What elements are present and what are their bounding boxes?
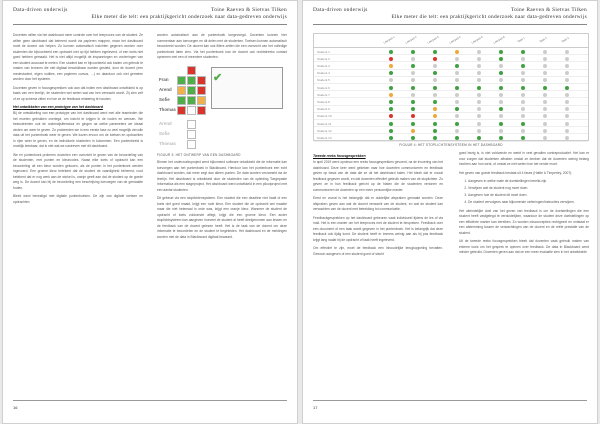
status-dot (389, 50, 393, 54)
header-divider (313, 24, 587, 25)
section-heading: Het ontwikkelen van een prototype van het dashboard (13, 105, 103, 109)
feedback-phase-list (468, 179, 589, 206)
table-row (314, 113, 588, 120)
status-dot (565, 122, 569, 126)
dashboard-figure (157, 64, 287, 150)
page-header (313, 7, 587, 33)
status-dot (543, 129, 547, 133)
table-column-header: Leerpad 4 (448, 34, 462, 45)
student-name: Student 12 (317, 128, 332, 133)
student-name: Student 8 (317, 99, 330, 104)
status-dot (521, 50, 525, 54)
red-square (187, 66, 196, 75)
status-dot (455, 100, 459, 104)
red-square (177, 106, 186, 115)
header-authors (91, 7, 287, 20)
status-dot (455, 114, 459, 118)
green-square (187, 96, 196, 105)
header-authors-line1: Toine Raeven & Sietvas Tilken (211, 7, 287, 13)
status-dot (411, 57, 415, 61)
status-dot (433, 107, 437, 111)
red-square (197, 76, 206, 85)
table-column-header: Leerpad 2 (404, 34, 418, 45)
empty-square (187, 106, 196, 115)
status-dot (389, 129, 393, 133)
header-authors (391, 7, 587, 20)
status-dot (477, 107, 481, 111)
status-dot (477, 64, 481, 68)
paragraph: Het uiteindelijke doel van het geven van feedback is om de doelstellingen die een student heeft vastgelegd te verduidelijken, waardoor de student deze doelstellingen op een efficiënte manier kan bereiken. Zo worden misconcepties rechtgezet en ontstaat er een afstemming tussen de verwachtingen van de docent en de reële prestatie van de student. (459, 208, 589, 235)
status-dot (389, 86, 393, 90)
student-name: Sofie (159, 130, 170, 136)
status-dot (477, 78, 481, 82)
status-dot (521, 129, 525, 133)
status-dot (499, 93, 503, 97)
status-dot (433, 86, 437, 90)
status-dot (521, 78, 525, 82)
student-name: Arend (159, 86, 172, 92)
paragraph: Binnen het onderzoeksproject werd bijkomend software ontwikkeld die de informatie kan toevoegen aan het puntenboek in Blackboard. Hierdoor kan het puntenboek een echt dashboard worden, dat meer zegt dan alleen punten. De data worden verzameld via de leerlijn. Het dashboard is ontwikkeld door de studenten van de opleiding Toegepaste Informatica als een stageproject. Het dashboard werd ontwikkeld in een pilootproject met een aantal studenten. (157, 160, 287, 192)
table-column-header: Leerpad 3 (426, 34, 440, 45)
student-name: Student 7 (317, 92, 330, 97)
paragraph: Eerst en vooral is het belangrijk dat er duidelijke afspraken gemaakt worden. Deze afspraken geven aan wat de docent verwacht van de student, en wat de student kan verwachten van de docent met betrekking tot communicatie. (313, 196, 443, 211)
status-dot (411, 64, 415, 68)
student-name: Student 11 (317, 121, 332, 126)
status-dot (521, 93, 525, 97)
status-dot (565, 136, 569, 140)
status-dot (499, 136, 503, 140)
status-dot (455, 71, 459, 75)
paragraph: Docenten geven in focusgesprekken ook aan dat indien een dashboard ontwikkeld is op basis van een leerlijn, de studenten wel weten wat van hen verwacht wordt. Zij zien zelf of ze op schema zitten en hoe ze de feedback relatering te houden. (13, 85, 143, 101)
status-dot (455, 64, 459, 68)
status-dot (565, 78, 569, 82)
figure-row (157, 120, 287, 130)
table-row (314, 98, 588, 105)
status-dot (543, 78, 547, 82)
status-dot (433, 136, 437, 140)
status-dot (477, 71, 481, 75)
student-name: Sofie (159, 96, 170, 102)
check-icon: ✔ (213, 71, 223, 84)
figure-row (157, 130, 287, 140)
paragraph: Bleek werd bevestigd met digitale puntenboeken. De zijn van digitale toetsen en opdrachten (13, 194, 143, 204)
list-item: 1. Aangeven in welke mate de doelstellingen bereikt zijn. (468, 179, 589, 185)
red-square (197, 106, 206, 115)
status-dot (499, 107, 503, 111)
status-dot (521, 136, 525, 140)
paragraph: worden automatisch aan de puntenboek toegevoegd. Docenten kunnen hier commentaar aan toevoegen en dit delen met de studenten. Toetsen kunnen automatisch beoordeeld worden. De docent kan ook filters zetten die een overzicht van het volledige puntenboek laten zien. Via het puntenboek kan de docent ook rechtstreeks contact opnemen met een of meerdere studenten. (157, 33, 287, 59)
header-title: Data-driven onderwijs (313, 7, 368, 13)
figure-row (157, 66, 287, 76)
figure-row (157, 86, 287, 96)
header-authors-line2: Elke meter die telt: een praktijkgericht onderzoek naar data-gedreven onderwijs (391, 13, 587, 20)
figure-row (157, 71, 287, 86)
status-dot (389, 78, 393, 82)
student-name: Student 3 (317, 63, 330, 68)
student-name: Thomas (159, 106, 176, 112)
paragraph: Feedbackgesprekken op het dashboard gebeuren vaak individueel tijdens de les of via mail. Het is een manier om het leerproces met de student te bespreken. Feedback over een document of een taak wordt gegeven in het puntenboek. Het is belangrijk dat deze feedback ook tijdig komt. De student heeft er immers weinig aan als hij pas feedback krijgt lang nadat hij de opdracht of taak heeft ingeleverd. (313, 215, 443, 242)
student-name: Student 9 (317, 107, 330, 112)
status-dot (477, 114, 481, 118)
status-dot (565, 50, 569, 54)
right-page (302, 0, 598, 424)
paragraph: Om effectief te zijn, moet de feedback een inhoudelijke terugkoppeling bevatten. Gewoon aangeven of een student goed of slecht (313, 246, 443, 256)
status-dot (543, 136, 547, 140)
status-dot (433, 57, 437, 61)
table-row (314, 84, 588, 91)
status-dot (543, 93, 547, 97)
right-column-2 (459, 151, 589, 259)
status-dot (411, 136, 415, 140)
paragraph: Bij de ontwikkeling van een prototype van het dashboard werd met alle teamleden die het moeten gebruiken overlegd, om inzicht te krijgen in de noden en wensen. We bestudeerden ook de onderwijsliteratuur en gingen na welke parameters we ideaal vinden om weer te geven. Zo probeerden we in een eerste fase zo veel mogelijk zinvolle data uit het puntenboek weer te geven. We kozen ervoor om de toetsen en opdrachten in rijen weer te geven, en de individuele studenten in kolommen. Een puntenbeeld is moeilijk leesbaar, dat is niet wat we nastreven met dit dashboard. (13, 111, 143, 148)
status-dot (521, 122, 525, 126)
status-dot (389, 100, 393, 104)
status-dot (565, 107, 569, 111)
list-item: 3. Aangeven hoe de student dit moet doen. (468, 193, 589, 199)
figure-row (157, 140, 287, 150)
status-dot (521, 64, 525, 68)
status-dot (565, 129, 569, 133)
status-dot (543, 114, 547, 118)
status-dot (411, 86, 415, 90)
dashboard-table (313, 33, 589, 141)
status-dot (543, 57, 547, 61)
student-name: Student 1 (317, 49, 330, 54)
list-item: 4. De student vervolgens naar bijkomende oefeningen/instructies verwijzen. (468, 200, 589, 206)
footer-divider (313, 400, 587, 401)
status-dot (389, 136, 393, 140)
section-heading: Tweede reeks focusgesprekken (313, 154, 366, 158)
table-caption: FIGUUR 4: HET STOPLICHTENSYSTEEM IN HET DASHBOARD (399, 143, 503, 147)
status-dot (433, 78, 437, 82)
status-dot (477, 50, 481, 54)
status-dot (477, 136, 481, 140)
status-dot (521, 57, 525, 61)
status-dot (411, 100, 415, 104)
table-header-row (314, 34, 588, 48)
status-dot (411, 107, 415, 111)
status-dot (565, 100, 569, 104)
status-dot (521, 114, 525, 118)
status-dot (389, 64, 393, 68)
student-name: Fran (159, 76, 169, 82)
status-dot (411, 114, 415, 118)
status-dot (433, 93, 437, 97)
orange-square (177, 86, 186, 95)
status-dot (521, 86, 525, 90)
left-column-1 (13, 33, 143, 208)
header-divider (13, 24, 287, 25)
table-row (314, 134, 588, 141)
status-dot (477, 122, 481, 126)
status-dot (389, 122, 393, 126)
status-dot (499, 114, 503, 118)
table-row (314, 120, 588, 127)
green-square (187, 86, 196, 95)
table-column-header: Leerpad 6 (492, 34, 506, 45)
status-dot (499, 57, 503, 61)
status-dot (455, 129, 459, 133)
student-name: Student 6 (317, 85, 330, 90)
student-name: Student 2 (317, 56, 330, 61)
table-row (314, 77, 588, 84)
status-dot (565, 64, 569, 68)
left-page (2, 0, 298, 424)
status-dot (433, 122, 437, 126)
paragraph: Docenten willen via het dashboard meer controle over het leerproces van de student. Ze willen geen dashboard dat beheerd wordt via papieren mappen, maar het dashboard moet de docent ook helpen. Zo kunnen automatisch inzichten gegeven worden over studenten die bijvoorbeeld een opdracht niet op tijd hebben ingeleverd, of een toets niet goed hebben gemaakt. Het is niet altijd mogelijk de inspanningen en vorderingen van een student accuraat te meten. Een student kan er bijvoorbeeld ook baden om gebruik te maken van bronnen die niet digitaal beschikbaar worden gesteld, door de docent (een medestudent, eigen notities, een papieren cursus, …) en daardoor ook niet gemeten worden door het systeem. (13, 33, 143, 81)
status-dot (389, 107, 393, 111)
table-row (314, 55, 588, 62)
status-dot (411, 93, 415, 97)
page-header (13, 7, 287, 33)
student-name: Thomas (159, 140, 176, 146)
status-dot (433, 71, 437, 75)
table-column-header: Leerpad 1 (382, 34, 396, 45)
status-dot (565, 86, 569, 90)
table-row (314, 106, 588, 113)
status-dot (411, 71, 415, 75)
green-square (177, 96, 186, 105)
table-column-header: Taak 1 (516, 35, 526, 44)
student-name: Student 13 (317, 135, 332, 140)
status-dot (433, 64, 437, 68)
page-number: 17 (313, 405, 318, 410)
status-dot (477, 129, 481, 133)
figure-row (157, 106, 287, 116)
paragraph: goed bezig is, is niet voldoende en werkt in veel gevallen contraproductief. Het kan er voor zorgen dat studenten afhaken omdat ze denken dat de docenten weinig belang hechten aan hun werk, of omdat ze niet weten hoe het verder moet. (459, 151, 589, 166)
table-column-header: Taak 2 (538, 35, 548, 44)
status-dot (543, 100, 547, 104)
paragraph: Uit de tweede reeks focusgesprekken bleek dat docenten vaak gebruik maken van externe tools om het gesprek te openen over feedback. De data in Blackboard werd minder gebruikt. Docenten geven aan dat ze een meer evaluatie zien in het ontwikkelde (459, 239, 589, 254)
status-dot (543, 107, 547, 111)
student-name: Student 4 (317, 71, 330, 76)
status-dot (389, 114, 393, 118)
student-name: Arend (159, 120, 172, 126)
status-dot (521, 107, 525, 111)
table-column-header: Leerpad 5 (470, 34, 484, 45)
status-dot (499, 64, 503, 68)
status-dot (455, 136, 459, 140)
paragraph: In april 2019 werd opnieuw een reeks focusgesprekken gevoerd, na de invoering van het dashboard. Deze keer werd gekeken naar hoe docenten communiceren en feedback geven op basis van de data die ze uit het dashboard halen. Het bleek dat er vooral feedback gegeven wordt, en dat docenten effectief gebruik maken van de stoplichten. Zo geven ze in hun feedback gericht op de hiaten die de studenten vertonen en communiceren de docenten op een meer persoonlijke manier. (313, 160, 443, 192)
status-dot (565, 114, 569, 118)
header-authors-line2: Elke meter die telt: een praktijkgericht onderzoek naar data-gedreven onderwijs (91, 13, 287, 20)
status-dot (433, 100, 437, 104)
status-dot (389, 57, 393, 61)
status-dot (455, 107, 459, 111)
status-dot (455, 50, 459, 54)
status-dot (433, 129, 437, 133)
status-dot (499, 50, 503, 54)
status-dot (477, 57, 481, 61)
status-dot (543, 64, 547, 68)
table-row (314, 62, 588, 69)
status-dot (411, 78, 415, 82)
header-title: Data-driven onderwijs (13, 7, 68, 13)
green-square (177, 76, 186, 85)
status-dot (543, 122, 547, 126)
status-dot (499, 122, 503, 126)
footer-divider (13, 400, 287, 401)
empty-square (187, 140, 196, 149)
status-dot (565, 71, 569, 75)
status-dot (565, 57, 569, 61)
paragraph: Het geven van goede feedback bestaat uit 4 fases (Hattie & Timperley, 2007): (459, 170, 573, 175)
status-dot (521, 100, 525, 104)
status-dot (477, 86, 481, 90)
status-dot (455, 122, 459, 126)
student-name: Student 10 (317, 114, 332, 119)
header-authors-line1: Toine Raeven & Sietvas Tilken (511, 7, 587, 13)
paragraph: We en puntenboek proberen docenten een overzicht te geven van de beoordeling van de studenten, met punten en kleurcodes. Naast elke toets of opdracht kan een beoordeling uit een kleur worden gekozen, als de punten in het puntenboek werden ingevoerd. Een groene kleur betekent dat de student de vaardigheid beheerst, rood betekent dat er nog werk aan de winkel is, oranje geeft aan dat de student op de goede weg is. De docent kan bij de beoordeling een beschrijving toevoegen van de gemaakte fouten. (13, 152, 143, 190)
status-dot (499, 71, 503, 75)
status-dot (543, 50, 547, 54)
right-column-1 (313, 151, 443, 260)
table-row (314, 70, 588, 77)
paragraph: Dit gebeurt via een stoplichtensysteem. Een student die een deadline niet haalt of een toets niet goed maakt, krijgt een rode kleur. Een student die de opdracht wel maakte maar die niet helemaal in orde was, krijgt een oranje kleur. Wanneer de student de opdracht of toets voldoende aflegt, krijgt die een groene kleur. Een ander stoplichtsysteem kan aangeven hoeveel de student al heeft deelgenomen aan lessen en de feedback van de docent gelezen heeft. Het is de taak van de docent om deze informatie te beoordelen en de student te begeleiden. Het dashboard en de meldingen worden met de data in Blackboard digitaal bewaard. (157, 196, 287, 239)
status-dot (499, 78, 503, 82)
status-dot (411, 129, 415, 133)
student-name: Student 5 (317, 78, 330, 83)
status-dot (477, 100, 481, 104)
status-dot (389, 71, 393, 75)
status-dot (499, 129, 503, 133)
status-dot (433, 114, 437, 118)
figure-row (157, 96, 287, 106)
status-dot (455, 78, 459, 82)
status-dot (411, 50, 415, 54)
page-number: 16 (13, 405, 18, 410)
red-square (197, 86, 206, 95)
orange-square (197, 96, 206, 105)
status-dot (477, 93, 481, 97)
table-row (314, 48, 588, 55)
status-dot (543, 86, 547, 90)
table-row (314, 91, 588, 98)
left-column-2 (157, 33, 287, 243)
green-square (187, 76, 196, 85)
status-dot (455, 57, 459, 61)
empty-square (187, 130, 196, 139)
status-dot (565, 93, 569, 97)
status-dot (543, 71, 547, 75)
figure-caption: FIGUUR 3: HET ONTWERP VAN EEN DASHBOARD (157, 152, 241, 157)
status-dot (433, 50, 437, 54)
empty-square (187, 120, 196, 129)
status-dot (521, 71, 525, 75)
list-item: 2. Verwijzen wat de student nog moet doen. (468, 186, 589, 192)
status-dot (455, 93, 459, 97)
status-dot (499, 100, 503, 104)
status-dot (411, 122, 415, 126)
status-dot (499, 86, 503, 90)
status-dot (455, 86, 459, 90)
table-row (314, 127, 588, 134)
table-column-header: Taak 3 (560, 35, 570, 44)
status-dot (389, 93, 393, 97)
